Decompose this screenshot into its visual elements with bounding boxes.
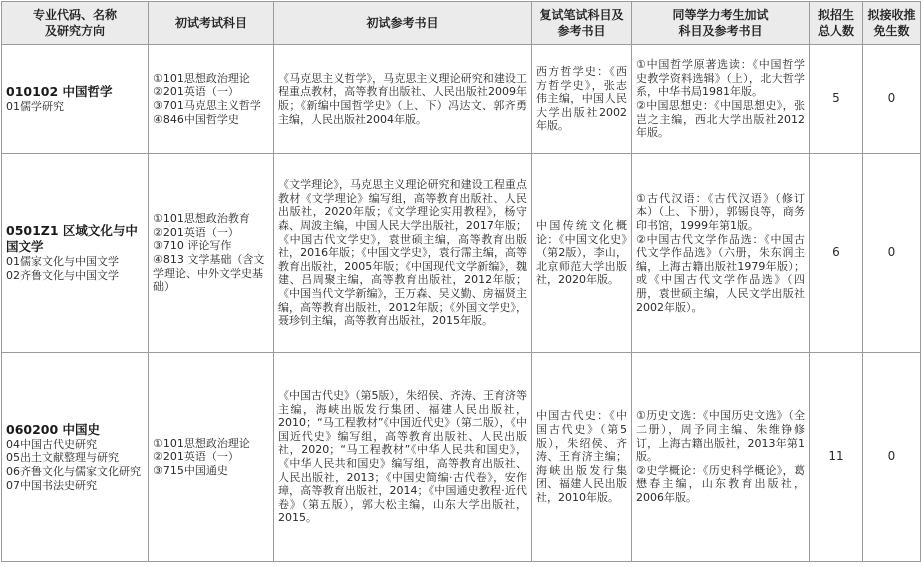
research-direction: 05出土文献整理与研究 <box>6 451 119 465</box>
major-cell <box>2 154 149 353</box>
research-direction: 01儒学研究 <box>6 100 64 114</box>
exam-subject: ③715中国通史 <box>153 463 228 477</box>
header-row <box>2 2 921 45</box>
major-cell <box>2 353 149 562</box>
extra-exam-item: ①中国哲学原著选读：《中国哲学史教学资料选辑》（上），北大哲学系，中华书局1981年版。 <box>636 58 805 99</box>
exam-subject: ③710 评论写作 <box>153 239 232 253</box>
reference-books-cell: 《文学理论》，马克思主义理论研究和建设工程重点教材《文学理论》编写组，高等教育出版社、人民出版社，2020年版；《文学理论实用教程》，杨守森、周波主编，中国人民大学出版社，2017年版；《中国古代文学史》，袁世硕主编，高等教育出版社，2016年版；《中国文学史》，袁行霈主编，高等教育出版社，2005年版；《中国现代文学新编》，魏建、吕周聚主编，高等教育出版社，2012年版；《中国当代文学新编》，王万森、吴义勤、房福贤主编，高等教育出版社，2012年版；《外国文学史》，聂珍钊主编，高等教育出版社，2015年版。 <box>274 154 532 353</box>
exam-subject: ③701马克思主义哲学 <box>153 99 261 112</box>
major-cell <box>2 45 149 154</box>
table-row <box>2 45 921 154</box>
header-extra-exam: 同等学力考生加试 科目及参考书目 <box>632 2 810 45</box>
research-direction: 07中国书法史研究 <box>6 478 97 492</box>
reference-books-cell: 《中国古代史》（第5版），朱绍侯、齐涛、王育济等主编，海峡出版发行集团、福建人民出版社，2010；“马工程教材”《中国近代史》（第二版），《中国近代史》编写组，高等教育出版社、人民出版社，2020；“马工程教材”《中华人民共和国史》，《中华人民共和国史》编写组，高等教育出版社、人民出版社，2013；《中国史简编·古代卷》，安作璋，高等教育出版社，2014；《中国通史教程·近代卷》（第五版），郭大松主编，山东大学出版社，2015。 <box>274 353 532 562</box>
header-major: 专业代码、名称 及研究方向 <box>2 2 149 45</box>
major-code-name: 010102 中国哲学 <box>6 84 113 100</box>
extra-exam-cell <box>632 45 810 154</box>
research-direction: 02齐鲁文化与中国文学 <box>6 269 119 282</box>
exam-subject: ①101思想政治理论 <box>153 71 250 85</box>
extra-exam-item: ②史学概论：《历史科学概论》，葛懋春主编，山东教育出版社，2006年版。 <box>636 463 805 504</box>
extra-exam-cell <box>632 353 810 562</box>
retest-cell: 中国传统文化概论：《中国文化史》（第2版），李山，北京师范大学出版社，2020年版。 <box>532 154 632 353</box>
exam-subjects-cell <box>149 45 274 154</box>
admissions-table <box>1 1 921 562</box>
header-quota: 拟招生 总人数 <box>810 2 863 45</box>
exempt-cell: 0 <box>863 45 921 154</box>
quota-cell: 6 <box>810 154 863 353</box>
major-code-name: 0501Z1 区域文化与中国文学 <box>6 223 138 255</box>
exam-subject: ④813 文学基础（含文学理论、中外文学史基础） <box>153 253 265 294</box>
exam-subject: ②201英语（一） <box>153 450 239 464</box>
extra-exam-item: ①古代汉语：《古代汉语》（修订本）（上、下册），郭锡良等，商务印书馆，1999年第1版。 <box>636 191 805 233</box>
header-retest: 复试笔试科目及 参考书目 <box>532 2 632 45</box>
exempt-cell: 0 <box>863 353 921 562</box>
extra-exam-cell <box>632 154 810 353</box>
exam-subject: ②201英语（一） <box>153 225 239 239</box>
research-direction: 01儒家文化与中国文学 <box>6 255 119 269</box>
header-exempt: 拟接收推 免生数 <box>863 2 921 45</box>
exam-subjects-cell <box>149 353 274 562</box>
retest-cell: 西方哲学史：《西方哲学史》，张志伟主编，中国人民大学出版社2002年版。 <box>532 45 632 154</box>
extra-exam-item: ①历史文选：《中国历史文选》（全二册），周予同主编、朱维铮修订，上海古籍出版社，2013年第1版。 <box>636 409 805 464</box>
quota-cell: 5 <box>810 45 863 154</box>
retest-cell: 中国古代史：《中国古代史》（第5版），朱绍侯、齐涛、王育济主编；海峡出版发行集团、福建人民出版社，2010年版。 <box>532 353 632 562</box>
reference-books-cell: 《马克思主义哲学》，马克思主义理论研究和建设工程重点教材，高等教育出版社、人民出版社2009年版；《新编中国哲学史》（上、下）冯达文、郭齐勇主编，人民出版社2004年版。 <box>274 45 532 154</box>
research-direction: 04中国古代史研究 <box>6 437 97 451</box>
quota-cell: 11 <box>810 353 863 562</box>
table-row <box>2 353 921 562</box>
exam-subjects-cell <box>149 154 274 353</box>
exempt-cell: 0 <box>863 154 921 353</box>
exam-subject: ①101思想政治理论 <box>153 436 250 450</box>
exam-subject: ①101思想政治教育 <box>153 212 250 226</box>
header-reference-books: 初试参考书目 <box>274 2 532 45</box>
exam-subject: ②201英语（一） <box>153 85 239 99</box>
extra-exam-item: ②中国思想史：《中国思想史》，张岂之主编，西北大学出版社2012年版。 <box>636 99 805 140</box>
header-exam-subjects: 初试考试科目 <box>149 2 274 45</box>
research-direction: 06齐鲁文化与儒家文化研究 <box>6 465 141 478</box>
major-code-name: 060200 中国史 <box>6 421 101 437</box>
extra-exam-item: ②中国古代文学作品选：《中国古代文学作品选》（六册，朱东润主编，上海古籍出版社1979年版）；或《中国古代文学作品选》（四册，袁世硕主编，人民文学出版社2002年版）。 <box>636 232 805 314</box>
table-row <box>2 154 921 353</box>
exam-subject: ④846中国哲学史 <box>153 112 239 126</box>
